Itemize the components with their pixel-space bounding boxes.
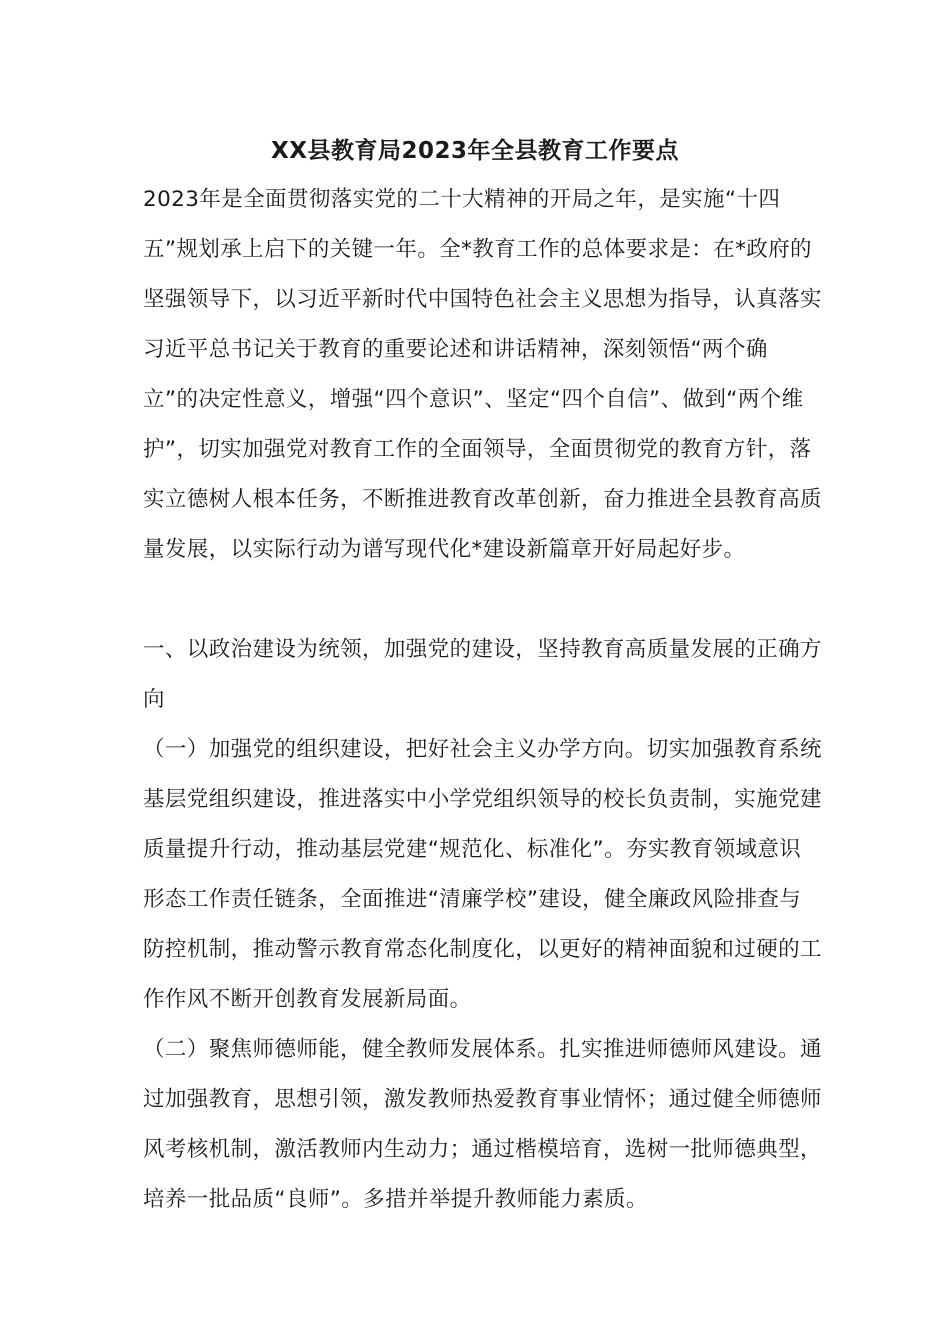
section-heading-1: 一、以政治建设为统领，加强党的建设，坚持教育高质量发展的正确方向 xyxy=(143,637,822,712)
subsection-paragraph-2: （二）聚焦师德师能，健全教师发展体系。扎实推进师德师风建设。通过加强教育，思想引领，激发教师热爱教育事业情怀；通过健全师德师风考核机制，激活教师内生动力；通过楷模培育，选树一批师德典型，培养一批品质“良师”。多措并举提升教师能力素质。 xyxy=(143,1037,822,1212)
document-title: XX县教育局2023年全县教育工作要点 xyxy=(271,138,679,164)
intro-paragraph: 2023年是全面贯彻落实党的二十大精神的开局之年，是实施“十四五”规划承上启下的关键一年。全*教育工作的总体要求是：在*政府的坚强领导下，以习近平新时代中国特色社会主义思想为指导，认真落实习近平总书记关于教育的重要论述和讲话精神，深刻领悟“两个确立”的决定性意义，增强“四个意识”、坚定“四个自信”、做到“两个维护”，切实加强党对教育工作的全面领导，全面贯彻党的教育方针，落实立德树人根本任务，不断推进教育改革创新，奋力推进全县教育高质量发展，以实际行动为谱写现代化*建设新篇章开好局起好步。 xyxy=(143,187,822,562)
subsection-paragraph-1: （一）加强党的组织建设，把好社会主义办学方向。切实加强教育系统基层党组织建设，推进落实中小学党组织领导的校长负责制，实施党建质量提升行动，推动基层党建“规范化、标准化”。夯实教育领域意识形态工作责任链条，全面推进“清廉学校”建设，健全廉政风险排查与防控机制，推动警示教育常态化制度化，以更好的精神面貌和过硬的工作作风不断开创教育发展新局面。 xyxy=(143,737,822,1012)
